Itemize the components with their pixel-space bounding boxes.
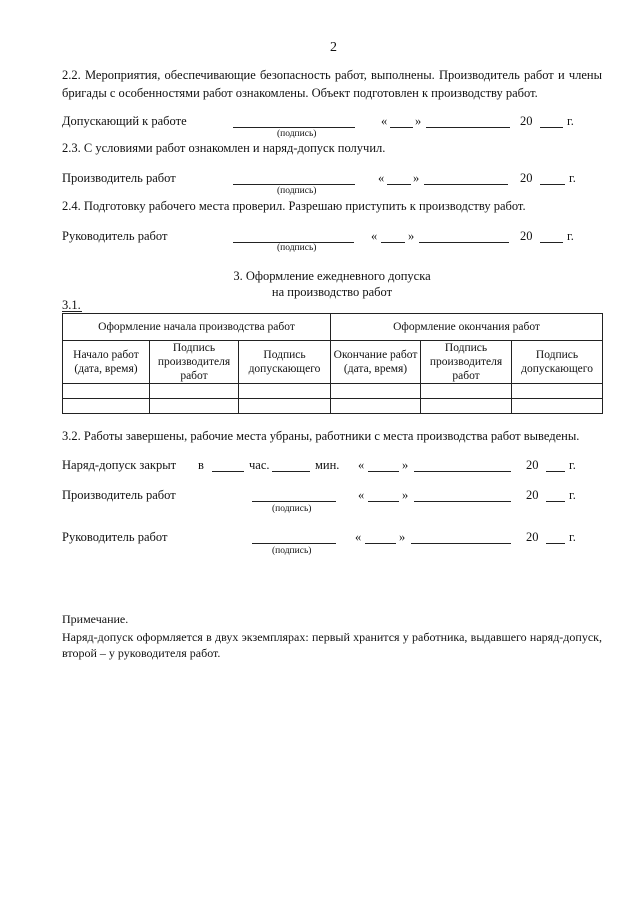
year-line[interactable] [546,471,565,472]
table-cell[interactable] [239,384,331,399]
col-start-datetime: Начало работ (дата, время) [63,341,150,384]
year-suffix: г. [567,229,574,243]
manager-signature-line[interactable] [252,543,336,544]
year-prefix: 20 [520,171,533,185]
closed-label: Наряд-допуск закрыт [62,458,177,472]
month-line[interactable] [419,242,509,243]
section-3-2-text: 3.2. Работы завершены, рабочие места убраны, работники с места производства работ выведены. [62,429,580,443]
year-suffix: г. [569,488,576,502]
year-prefix: 20 [526,458,539,472]
section-2-4-text: 2.4. Подготовку рабочего места проверил. Разрешаю приступить к производству работ. [62,199,526,213]
minutes-line[interactable] [272,471,310,472]
year-line[interactable] [540,184,565,185]
quote-close: » [408,229,415,243]
year-line[interactable] [546,543,565,544]
year-suffix: г. [569,458,576,472]
signature-hint: (подпись) [277,129,317,139]
page-number: 2 [330,40,337,55]
note-text: Наряд-допуск оформляется в двух экземплярах: первый хранится у работника, выдавшего наряд-допуск, второй – у руководителя работ. [62,630,602,660]
year-suffix: г. [567,114,574,128]
day-line[interactable] [390,127,413,128]
quote-close: » [402,488,409,502]
year-prefix: 20 [520,229,533,243]
table-column-header [63,341,603,384]
day-line[interactable] [365,543,396,544]
table-cell[interactable] [239,399,331,414]
table-cell[interactable] [63,384,150,399]
quote-open: « [378,171,385,185]
table-row [63,384,603,399]
day-line[interactable] [387,184,411,185]
table-cell[interactable] [512,399,603,414]
table-cell[interactable] [150,384,239,399]
quote-open: « [381,114,388,128]
quote-close: » [413,171,420,185]
admitting-label: Допускающий к работе [62,114,187,128]
table-group-header [63,314,603,341]
producer-label: Производитель работ [62,171,176,185]
quote-open: « [358,488,365,502]
year-prefix: 20 [520,114,533,128]
subsection-underline [62,311,82,312]
note-title: Примечание. [62,612,129,626]
group-start-header: Оформление начала производства работ [63,314,331,341]
col-start-producer-signature: Подпись производителя работ [150,341,239,384]
section-2-3-text: 2.3. С условиями работ ознакомлен и наряд-допуск получил. [62,141,386,155]
signature-hint: (подпись) [272,504,312,514]
table-cell[interactable] [331,399,421,414]
month-line[interactable] [414,471,511,472]
table-row [63,399,603,414]
quote-open: « [358,458,365,472]
daily-admission-table [62,313,603,414]
hours-line[interactable] [212,471,244,472]
col-end-admitter-signature: Подпись допускающего [512,341,603,384]
month-line[interactable] [411,543,511,544]
month-line[interactable] [426,127,510,128]
year-line[interactable] [546,501,565,502]
table-cell[interactable] [150,399,239,414]
manager-label: Руководитель работ [62,530,168,544]
section-3-title [62,268,602,300]
year-prefix: 20 [526,488,539,502]
manager-label: Руководитель работ [62,229,168,243]
day-line[interactable] [381,242,405,243]
table-cell[interactable] [512,384,603,399]
month-line[interactable] [414,501,511,502]
signature-hint: (подпись) [277,186,317,196]
producer-label: Производитель работ [62,488,176,502]
year-line[interactable] [540,242,563,243]
quote-open: « [371,229,378,243]
signature-hint: (подпись) [277,243,317,253]
year-suffix: г. [569,171,576,185]
table-cell[interactable] [421,399,512,414]
section-3-title-line1: 3. Оформление ежедневного допуска [233,269,431,283]
quote-close: » [415,114,422,128]
group-end-header: Оформление окончания работ [331,314,603,341]
col-start-admitter-signature: Подпись допускающего [239,341,331,384]
table-cell[interactable] [63,399,150,414]
minutes-label: мин. [315,458,340,472]
col-end-datetime: Окончание работ (дата, время) [331,341,421,384]
table-cell[interactable] [421,384,512,399]
month-line[interactable] [424,184,508,185]
in-word: в [198,458,204,472]
admitting-signature-line[interactable] [233,127,355,128]
year-suffix: г. [569,530,576,544]
table-cell[interactable] [331,384,421,399]
signature-hint: (подпись) [272,546,312,556]
quote-open: « [355,530,362,544]
day-line[interactable] [368,471,399,472]
section-3-title-line2: на производство работ [271,285,393,299]
year-line[interactable] [540,127,563,128]
subsection-3-1-label: 3.1. [62,298,81,312]
year-prefix: 20 [526,530,539,544]
col-end-producer-signature: Подпись производителя работ [421,341,512,384]
quote-close: » [399,530,406,544]
day-line[interactable] [368,501,399,502]
section-2-2-text: 2.2. Мероприятия, обеспечивающие безопасность работ, выполнены. Производитель работ и члены бригады с особенностями работ ознакомлены. Объект подготовлен к производству работ. [62,68,602,100]
quote-close: » [402,458,409,472]
producer-signature-line[interactable] [252,501,336,502]
hours-label: час. [249,458,270,472]
producer-signature-line[interactable] [233,184,355,185]
